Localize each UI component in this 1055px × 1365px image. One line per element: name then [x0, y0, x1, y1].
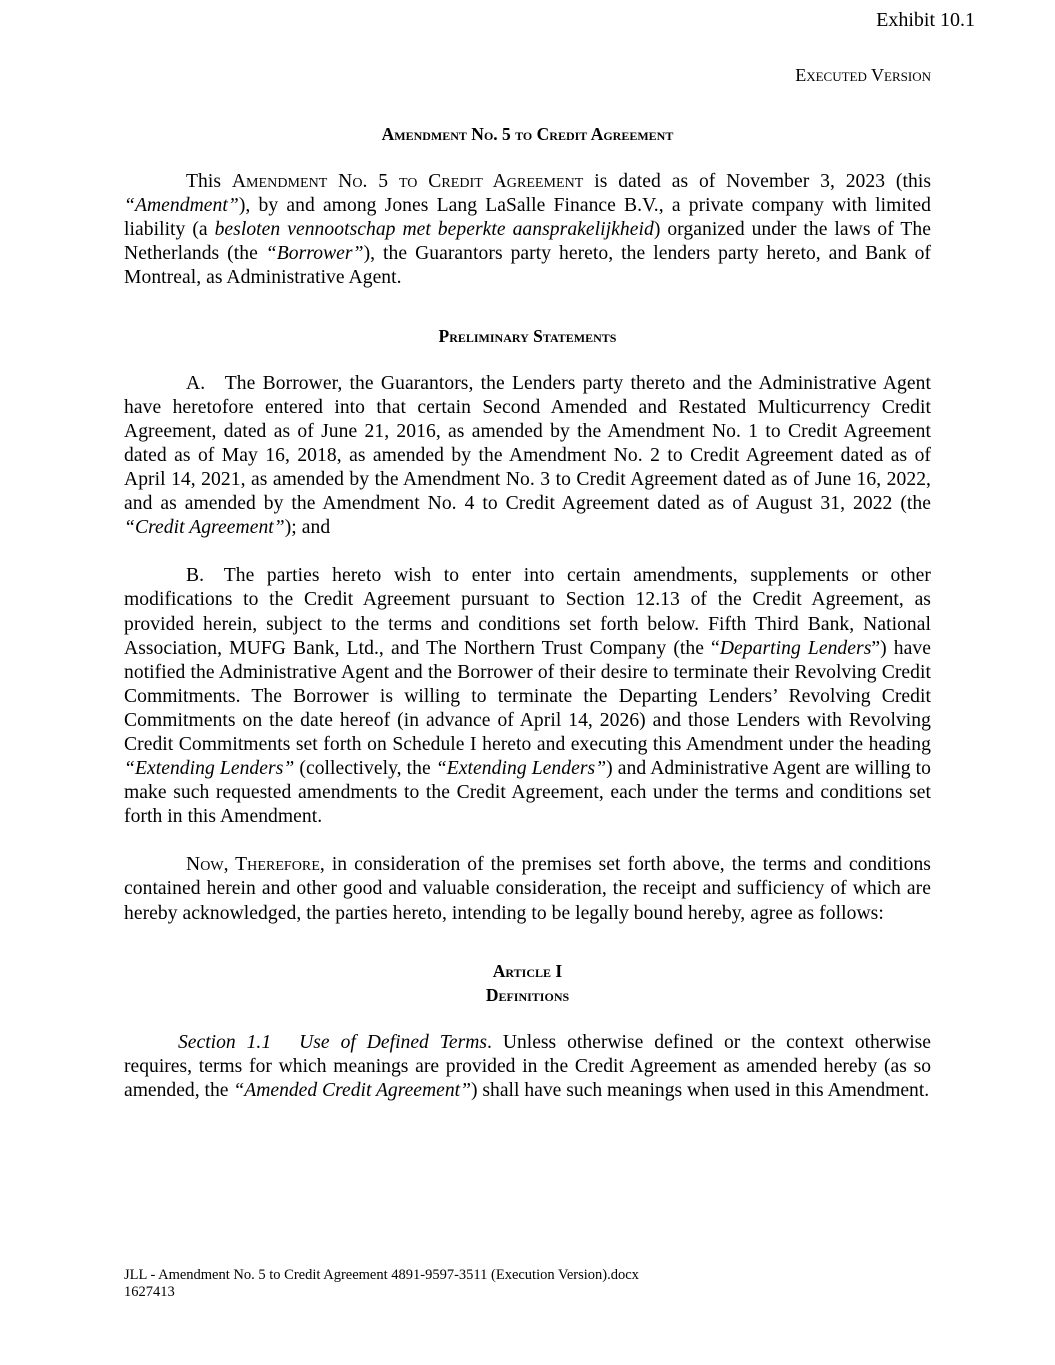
document-title: Amendment No. 5 to Credit Agreement: [381, 124, 674, 144]
section-1-1-term: “Amended Credit Agreement”: [233, 1080, 471, 1101]
exhibit-label: Exhibit 10.1: [876, 9, 975, 31]
statement-b-paragraph: [124, 564, 931, 829]
statement-b-text-4: ) and Administrative Agent are willing to make such requested amendments to the Credit Agreement, each under the terms and conditions set forth in this Amendment.: [124, 758, 931, 828]
statement-b-text-3: (collectively, the: [294, 758, 436, 780]
preliminary-statements-heading: Preliminary Statements: [438, 325, 617, 346]
intro-text-1: is dated as of November 3, 2023 (this: [583, 171, 931, 193]
intro-text-4: ), the Guarantors party hereto, the lenders party hereto, and Bank of Montreal, as Administrative Agent.: [124, 243, 931, 289]
section-1-1-text-2: ) shall have such meanings when used in this Amendment.: [471, 1080, 930, 1101]
now-therefore-paragraph: [124, 853, 931, 925]
intro-amendment-name: Amendment No. 5 to Credit Agreement: [231, 171, 584, 193]
statement-b-extending-term-2: “Extending Lenders”: [435, 758, 607, 780]
intro-dutch-term: besloten vennootschap met beperkte aansprakelijkheid: [214, 219, 654, 241]
statement-b-text-2: ”) have notified the Administrative Agent and the Borrower of their desire to terminate their Revolving Credit Commitments. The Borrower is willing to terminate the Departing Lenders’ Revolving Credit Commitments on the date hereof (in advance of April 14, 2026) and those Lenders with Revolving Credit Commitments set forth on Schedule I hereto and executing this Amendment under the heading: [124, 637, 931, 755]
statement-b-departing-term: Departing Lenders: [719, 637, 872, 659]
statement-a-term: “Credit Agreement”: [124, 517, 285, 539]
statement-b-text-1: B. The parties hereto wish to enter into certain amendments, supplements or other modifications to the Credit Agreement pursuant to Section 12.13 of the Credit Agreement, as provided herein, subject to the terms and conditions set forth below. Fifth Third Bank, National Association, MUFG Bank, Ltd., and The Northern Trust Company (the “: [124, 565, 931, 659]
intro-this: This: [186, 171, 232, 193]
statement-a-text-2: ); and: [284, 517, 331, 539]
intro-paragraph: [124, 170, 931, 290]
intro-text-2: ), by and among Jones Lang LaSalle Finance B.V., a private company with limited liability (a: [124, 195, 931, 241]
section-1-1-title: Use of Defined Terms: [299, 1031, 487, 1053]
now-therefore-lead: Now, Therefore: [186, 854, 320, 876]
intro-amendment-term: “Amendment”: [124, 195, 239, 217]
intro-borrower-term: “Borrower”: [265, 243, 364, 265]
document-body: [124, 122, 931, 1103]
statement-a-text-1: A. The Borrower, the Guarantors, the Lenders party thereto and the Administrative Agent have heretofore entered into that certain Second Amended and Restated Multicurrency Credit Agreement, dated as of June 21, 2016, as amended by the Amendment No. 1 to Credit Agreement dated as of May 16, 2018, as amended by the Amendment No. 2 to Credit Agreement dated as of April 14, 2021, as amended by the Amendment No. 3 to Credit Agreement dated as of June 16, 2022, and as amended by the Amendment No. 4 to Credit Agreement dated as of August 31, 2022 (the: [124, 372, 931, 515]
statement-a-paragraph: [124, 372, 931, 541]
section-1-1-text-1: . Unless otherwise defined or the context otherwise requires, terms for which meanings are provided in the Credit Agreement as amended hereby (as so amended, the: [124, 1031, 931, 1101]
article-title: Definitions: [485, 984, 570, 1005]
footer-filename: JLL - Amendment No. 5 to Credit Agreement 4891-9597-3511 (Execution Version).docx: [124, 1267, 639, 1283]
executed-version-label: Executed Version: [795, 65, 931, 85]
now-therefore-text: , in consideration of the premises set forth above, the terms and conditions contained herein and other good and valuable consideration, the receipt and sufficiency of which are hereby acknowledged, the parties hereto, intending to be legally bound hereby, agree as follows:: [124, 854, 931, 924]
document-footer: [124, 1267, 639, 1301]
intro-text-3: ) organized under the laws of The Netherlands (the: [124, 219, 932, 265]
article-number: Article I: [492, 960, 563, 981]
section-1-1-paragraph: [124, 1031, 931, 1103]
footer-doc-number: 1627413: [124, 1284, 175, 1300]
statement-b-extending-term-1: “Extending Lenders”: [124, 758, 295, 780]
section-1-1-label: Section 1.1: [178, 1031, 272, 1053]
